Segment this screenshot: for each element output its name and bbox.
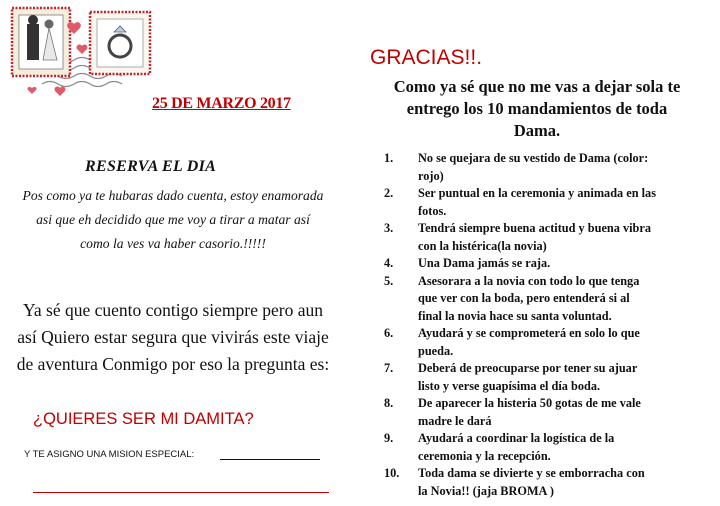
commandment-line: No se quejara de su vestido de Dama (color: xyxy=(418,151,649,165)
commandment-line: madre le dará xyxy=(418,413,492,428)
commandment-line: que ver con la boda, pero entenderá si al xyxy=(418,291,630,305)
commandment-line: Asesorara a la novia con todo lo que tenga xyxy=(418,273,640,288)
commandments-list xyxy=(372,150,712,500)
commandment-item xyxy=(372,465,712,500)
cuento-line: así Quiero estar segura que vivirás este viaje xyxy=(17,327,329,347)
commandment-line: Tendrá siempre buena actitud y buena vibra xyxy=(418,221,651,235)
reserva-line: asi que eh decidido que me voy a tirar a matar así xyxy=(36,212,310,227)
intro-line: Como ya sé que no me vas a dejar sola te xyxy=(393,77,681,96)
ring-stamp xyxy=(90,12,150,74)
reserva-text xyxy=(0,184,346,256)
commandment-line: fotos. xyxy=(418,203,447,218)
cuento-paragraph xyxy=(0,297,346,378)
commandment-line: Una Dama jamás se raja. xyxy=(418,256,551,270)
damita-question: ¿QUIERES SER MI DAMITA? xyxy=(33,410,254,428)
reserva-title: RESERVA EL DIA xyxy=(85,158,217,175)
commandment-line: listo y verse guapísima el día boda. xyxy=(418,378,601,393)
commandment-number: 9. xyxy=(384,431,394,445)
commandment-item xyxy=(372,325,712,360)
commandment-item xyxy=(372,395,712,430)
commandment-line: Ayudará a coordinar la logística de la xyxy=(418,431,615,445)
commandment-item xyxy=(372,150,712,185)
commandment-number: 2. xyxy=(384,186,394,200)
commandment-line: Deberá de preocuparse por tener su ajuar xyxy=(418,361,638,375)
commandment-item xyxy=(372,360,712,395)
commandment-item xyxy=(372,185,712,220)
cuento-line: Ya sé que cuento contigo siempre pero aun xyxy=(22,300,324,320)
commandment-line: rojo) xyxy=(418,168,444,183)
commandment-line: Toda dama se divierte y se emborracha con xyxy=(418,466,645,480)
mission-answer-line[interactable] xyxy=(220,459,320,460)
commandment-item xyxy=(372,273,712,326)
commandment-line: pueda. xyxy=(418,343,454,358)
commandment-number: 6. xyxy=(384,326,394,340)
couple-stamp xyxy=(12,8,70,76)
gracias-title: GRACIAS!!. xyxy=(370,46,483,69)
commandment-line: De aparecer la histeria 50 gotas de me vale xyxy=(418,396,641,410)
commandment-line: con la histérica(la novia) xyxy=(418,238,547,253)
commandment-number: 3. xyxy=(384,221,394,235)
commandment-item xyxy=(372,255,712,273)
commandment-item xyxy=(372,220,712,255)
intro-line: Dama. xyxy=(513,121,561,140)
wedding-stamp-illustration xyxy=(2,2,160,100)
commandment-line: final la novia hace su santa voluntad. xyxy=(418,308,612,323)
intro-paragraph xyxy=(366,76,708,142)
commandment-line: la Novia!! (jaja BROMA ) xyxy=(418,483,554,498)
commandment-item xyxy=(372,430,712,465)
commandment-number: 1. xyxy=(384,151,394,165)
commandment-line: Ayudará y se comprometerá en solo lo que xyxy=(418,326,640,340)
event-date: 25 DE MARZO 2017 xyxy=(152,95,291,112)
commandment-number: 4. xyxy=(384,256,394,270)
reserva-line: Pos como ya te hubaras dado cuenta, estoy enamorada xyxy=(22,188,324,203)
commandment-number: 8. xyxy=(384,396,394,410)
commandment-number: 10. xyxy=(384,466,400,480)
signature-line[interactable] xyxy=(33,492,329,493)
mission-label: Y TE ASIGNO UNA MISION ESPECIAL: xyxy=(24,449,195,460)
commandment-number: 7. xyxy=(384,361,394,375)
commandment-line: ceremonia y la recepción. xyxy=(418,448,551,463)
commandment-number: 5. xyxy=(384,273,394,288)
cuento-line: de aventura Conmigo por eso la pregunta es: xyxy=(16,354,330,374)
intro-line: entrego los 10 mandamientos de toda xyxy=(406,99,668,118)
reserva-line: como la ves va haber casorio.!!!!! xyxy=(80,236,266,251)
commandment-line: Ser puntual en la ceremonia y animada en las xyxy=(418,186,656,200)
